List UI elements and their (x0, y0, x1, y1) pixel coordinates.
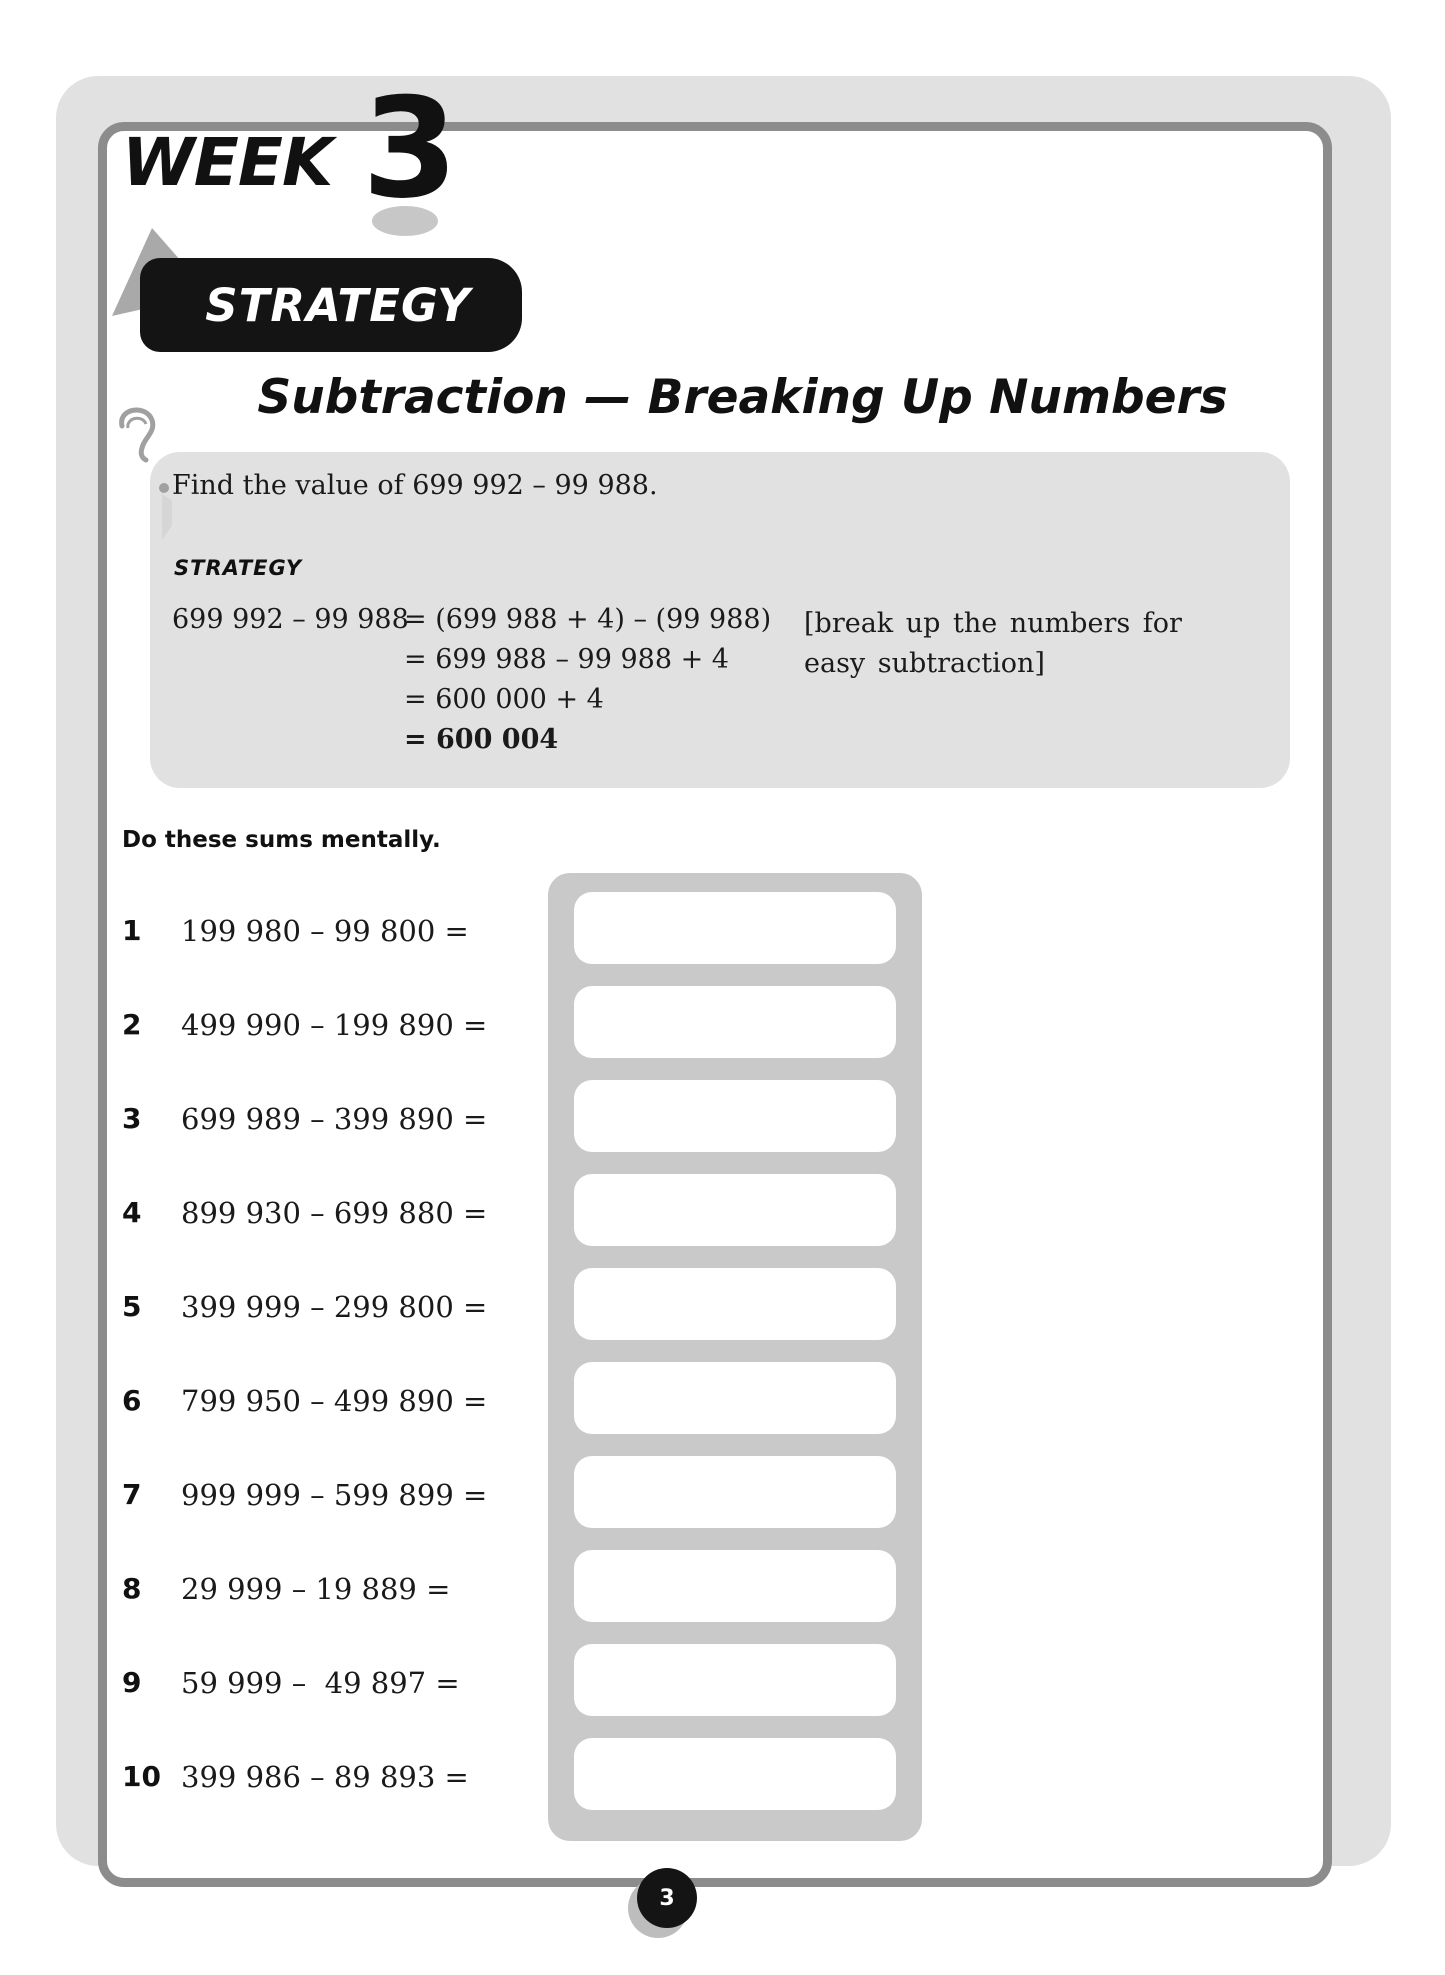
question-number: 2 (122, 1008, 142, 1041)
equation-step: = 699 988 – 99 988 + 4 (404, 644, 729, 675)
strategy-banner (140, 258, 522, 352)
answer-box[interactable] (574, 892, 896, 964)
answer-box[interactable] (574, 1456, 896, 1528)
answer-box[interactable] (574, 1080, 896, 1152)
question-number: 3 (122, 1102, 142, 1135)
question-text: 199 980 – 99 800 = (181, 914, 469, 948)
answer-box[interactable] (574, 1738, 896, 1810)
equation-result: = 600 004 (404, 724, 559, 755)
answer-box[interactable] (574, 1362, 896, 1434)
question-text: 399 986 – 89 893 = (181, 1760, 469, 1794)
question-text: 499 990 – 199 890 = (181, 1008, 488, 1042)
question-text: 799 950 – 499 890 = (181, 1384, 488, 1418)
question-number: 5 (122, 1290, 142, 1323)
question-text: 399 999 – 299 800 = (181, 1290, 488, 1324)
question-number: 9 (122, 1666, 142, 1699)
question-number: 8 (122, 1572, 142, 1605)
answer-box[interactable] (574, 1268, 896, 1340)
question-text: 29 999 – 19 889 = (181, 1572, 451, 1606)
equation-lhs: 699 992 – 99 988 (172, 604, 409, 635)
page-number: 3 (637, 1868, 697, 1928)
question-text: 59 999 – 49 897 = (181, 1666, 460, 1700)
question-number: 7 (122, 1478, 142, 1511)
question-mark-icon (112, 398, 172, 548)
question-number: 1 (122, 914, 142, 947)
answer-box[interactable] (574, 986, 896, 1058)
page-title: Subtraction — Breaking Up Numbers (257, 370, 1228, 425)
instruction: Do these sums mentally. (122, 827, 441, 853)
answer-box[interactable] (574, 1174, 896, 1246)
strategy-banner-label: STRATEGY (205, 278, 471, 332)
question-number: 6 (122, 1384, 142, 1417)
equation-step: = (699 988 + 4) – (99 988) (404, 604, 772, 635)
question-number: 10 (122, 1760, 161, 1793)
answer-box[interactable] (574, 1550, 896, 1622)
question-text: 899 930 – 699 880 = (181, 1196, 488, 1230)
week-number: 3 (362, 68, 459, 229)
example-problem: Find the value of 699 992 – 99 988. (172, 470, 658, 501)
strategy-heading: STRATEGY (174, 556, 303, 580)
week-label: WEEK (122, 124, 333, 201)
question-number: 4 (122, 1196, 142, 1229)
question-text: 999 999 – 599 899 = (181, 1478, 488, 1512)
strategy-note: [break up the numbers for easy subtraction] (804, 608, 1182, 679)
question-text: 699 989 – 399 890 = (181, 1102, 488, 1136)
equation-step: = 600 000 + 4 (404, 684, 604, 715)
answer-box[interactable] (574, 1644, 896, 1716)
